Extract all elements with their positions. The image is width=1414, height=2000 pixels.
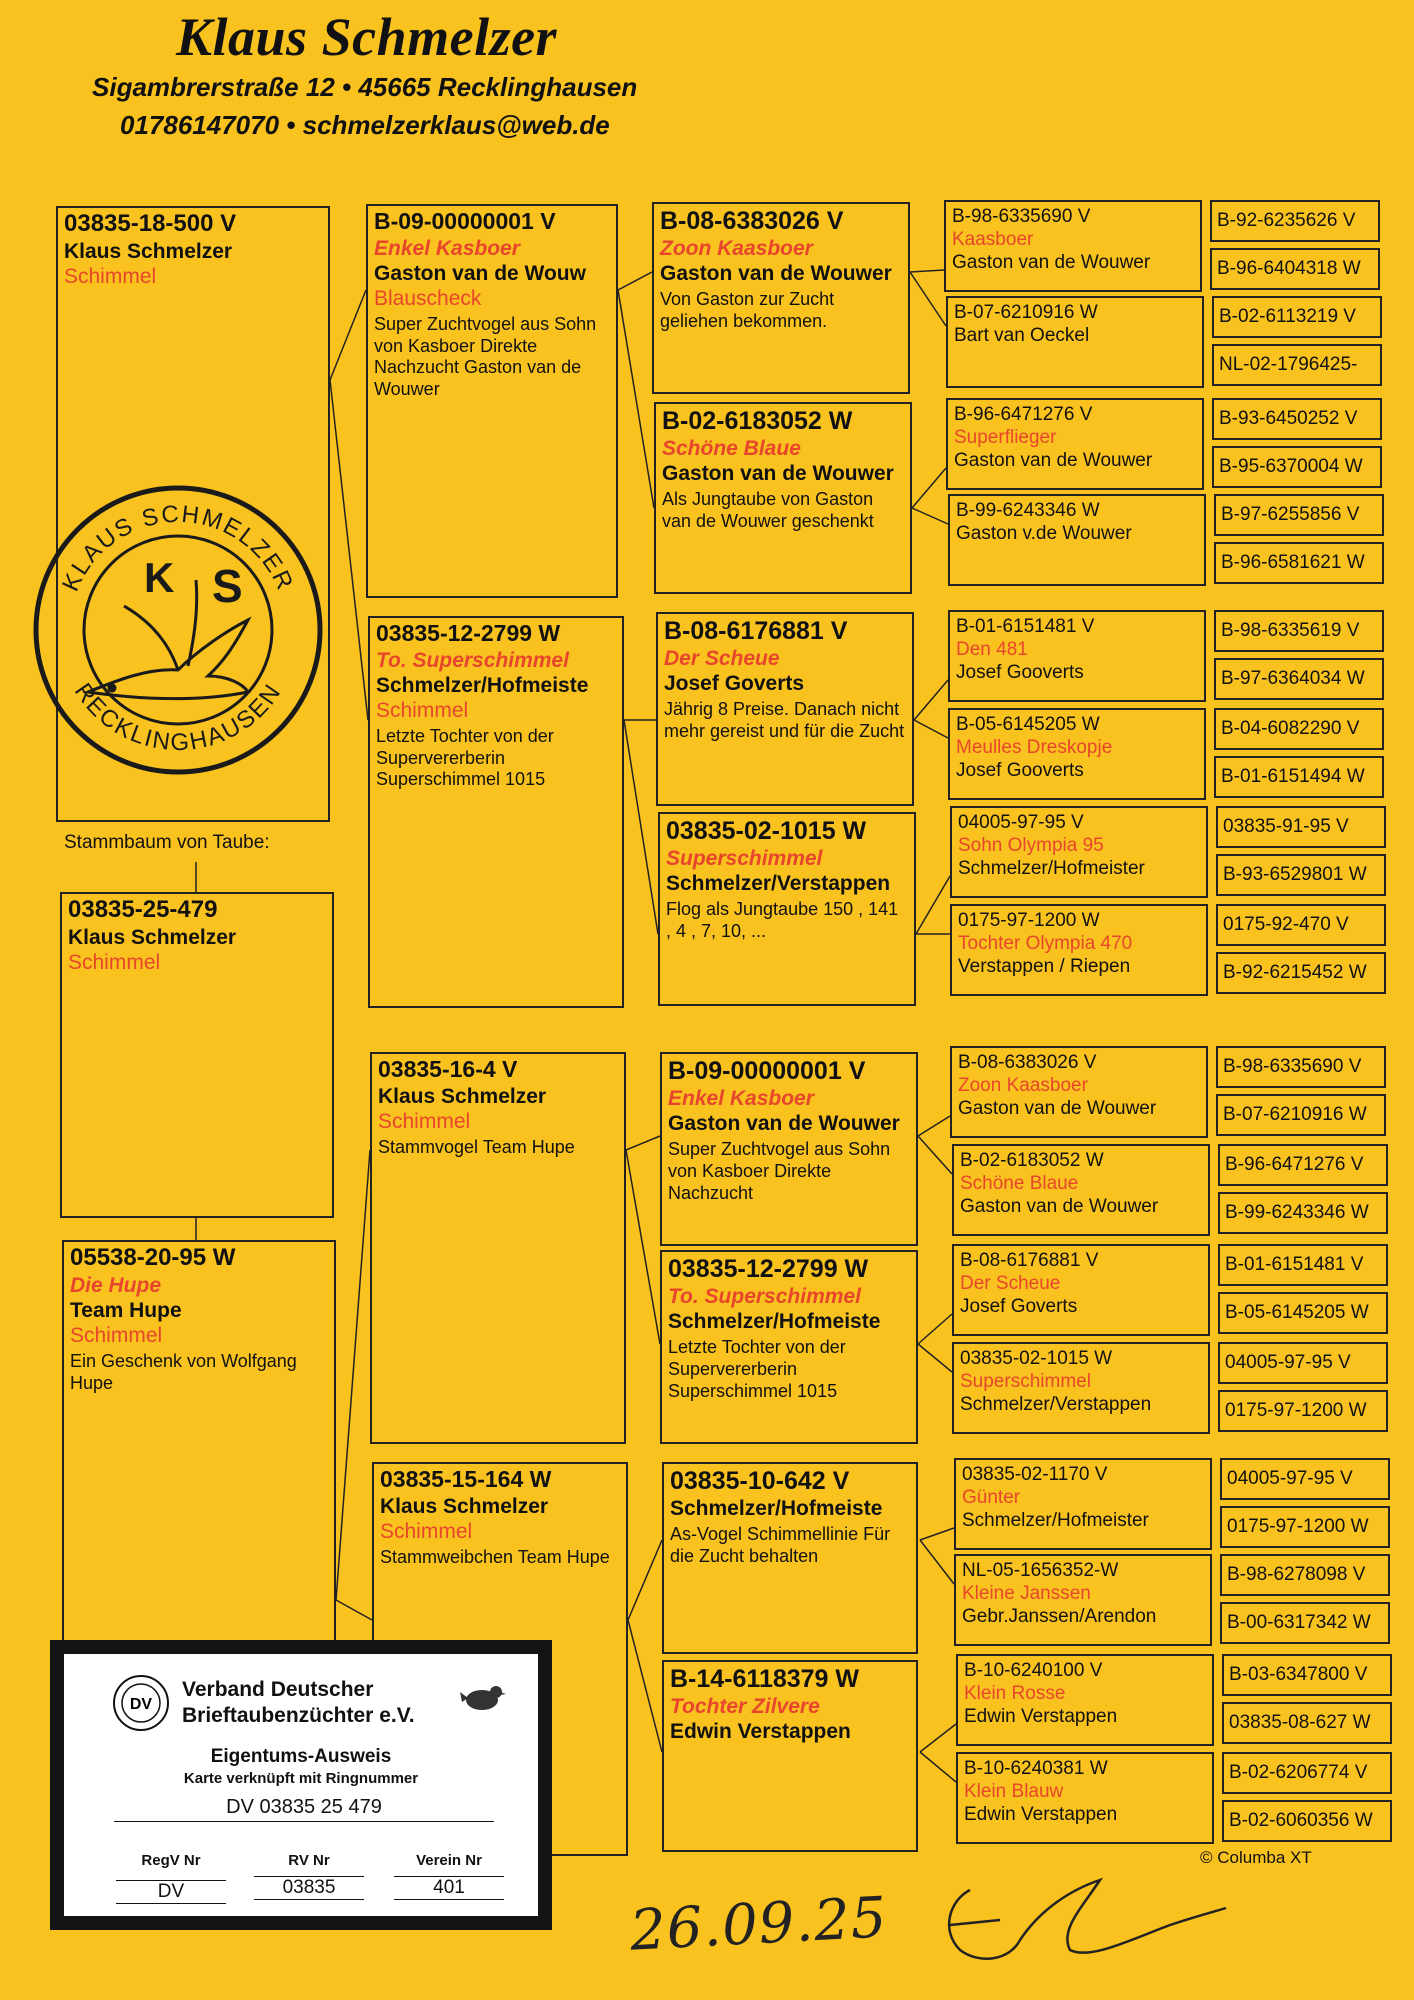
pigeon-card-gen5	[1218, 1244, 1388, 1286]
pigeon-card-gen5	[1212, 296, 1382, 338]
ring-number: B-08-6383026 V	[660, 207, 844, 235]
connector-line	[916, 876, 950, 934]
stamp-bottom-text: RECKLINGHAUSEN	[68, 678, 288, 757]
breeder: Gebr.Janssen/Arendon	[962, 1605, 1157, 1627]
note: Letzte Tochter von der Supervererberin Superschimmel 1015	[668, 1337, 846, 1401]
ring-number: B-00-6317342 W	[1227, 1611, 1371, 1633]
ring-number: 03835-18-500 V	[64, 210, 237, 237]
ring-number: B-98-6335690 V	[952, 206, 1091, 227]
pigeon-card-gen5	[1218, 1192, 1388, 1234]
pigeon-card-gen4	[948, 708, 1206, 800]
ring-number: B-01-6151481 V	[956, 616, 1095, 637]
connector-line	[618, 290, 654, 508]
ring-number: B-97-6364034 W	[1221, 667, 1365, 689]
color: Schimmel	[378, 1109, 471, 1133]
handwritten-date: 26.09.25	[628, 1885, 889, 1964]
pigeon-card-gen5	[1222, 1654, 1392, 1696]
ring-number: NL-05-1656352-W	[962, 1560, 1119, 1581]
breeder: Gaston van de Wouwer	[954, 449, 1153, 471]
breeder: Josef Goverts	[960, 1295, 1078, 1317]
connector-line	[920, 1724, 956, 1752]
breeder: Verstappen / Riepen	[958, 955, 1131, 977]
note: Als Jungtaube von Gaston van de Wouwer geschenkt	[662, 489, 874, 531]
pigeon-name: Superflieger	[954, 426, 1057, 448]
breeder: Schmelzer/Hofmeiste	[376, 673, 589, 697]
regv-label: RegV Nr	[141, 1852, 201, 1869]
pigeon-card-gen5	[1216, 1094, 1386, 1136]
breeder: Gaston van de Wouwer	[660, 262, 892, 286]
ring-number: B-98-6278098 V	[1227, 1563, 1366, 1585]
pigeon-card-gen4	[952, 1342, 1210, 1434]
note: Super Zuchtvogel aus Sohn von Kasboer Direkte Nachzucht Gaston van de Wouwer	[374, 314, 597, 399]
pigeon-card-gen4	[944, 200, 1202, 292]
pigeon-card-gen5	[1214, 756, 1384, 798]
breeder: Bart van Oeckel	[954, 324, 1090, 346]
pigeon-card-gen5	[1218, 1390, 1388, 1432]
note: Von Gaston zur Zucht geliehen bekommen.	[660, 289, 835, 331]
ring-number: 03835-16-4 V	[378, 1056, 518, 1082]
ring-number: 03835-08-627 W	[1229, 1711, 1371, 1733]
rv-value: 03835	[254, 1876, 364, 1900]
ring-number: 03835-12-2799 W	[668, 1255, 869, 1283]
pigeon-card-gen5	[1216, 806, 1386, 848]
connector-line	[918, 1116, 950, 1136]
ring-number: B-01-6151481 V	[1225, 1253, 1364, 1275]
color: Blauscheck	[374, 286, 482, 310]
ring-number: B-99-6243346 W	[956, 500, 1100, 521]
breeder: Schmelzer/Hofmeiste	[670, 1497, 883, 1520]
pigeon-card-gen5	[1216, 952, 1386, 994]
ring-number: B-10-6240381 W	[964, 1758, 1108, 1779]
ring-number: B-02-6060356 W	[1229, 1809, 1373, 1831]
breeder: Gaston v.de Wouwer	[956, 522, 1132, 544]
ring-number: 05538-20-95 W	[70, 1244, 236, 1271]
breeder: Klaus Schmelzer	[64, 239, 233, 263]
connector-line	[920, 1528, 954, 1540]
pigeon-name: Schöne Blaue	[662, 437, 801, 460]
ring-number: B-02-6206774 V	[1229, 1761, 1368, 1783]
verein-label: Verein Nr	[416, 1852, 482, 1869]
note: Stammvogel Team Hupe	[378, 1136, 575, 1157]
ring-number: B-09-00000001 V	[668, 1057, 866, 1085]
card-subtitle: Karte verknüpft mit Ringnummer	[183, 1770, 419, 1787]
pigeon-card-gen5	[1220, 1554, 1390, 1596]
ring-number: B-03-6347800 V	[1229, 1663, 1368, 1685]
pigeon-card-gen4	[952, 1244, 1210, 1336]
pigeon-card-gen3	[662, 1462, 918, 1654]
owner-name: Klaus Schmelzer	[176, 7, 558, 67]
ring-number: B-05-6145205 W	[1225, 1301, 1369, 1323]
pigeon-card-gen4	[952, 1144, 1210, 1236]
connector-line	[918, 1136, 952, 1174]
ring-number: B-02-6113219 V	[1219, 305, 1356, 327]
org-name-line2: Brieftaubenzüchter e.V.	[182, 1704, 415, 1727]
ring-number: B-02-6183052 W	[960, 1150, 1104, 1171]
pigeon-card-gen5	[1218, 1342, 1388, 1384]
ring-number: 04005-97-95 V	[958, 812, 1084, 833]
ring-number: B-08-6176881 V	[960, 1250, 1099, 1271]
pigeon-card-gen4	[950, 806, 1208, 898]
pigeon-card-gen3	[658, 812, 916, 1006]
pigeon-name: Schöne Blaue	[960, 1172, 1079, 1194]
breeder: Klaus Schmelzer	[378, 1084, 547, 1108]
pigeon-card-gen3	[656, 612, 914, 806]
note: Ein Geschenk von Wolfgang Hupe	[70, 1351, 297, 1393]
pigeon-card-gen2	[370, 1052, 626, 1444]
pigeon-name: Den 481	[956, 638, 1028, 660]
color: Schimmel	[70, 1324, 163, 1348]
color: Schimmel	[376, 698, 469, 722]
stamp-letter-s: S	[212, 560, 243, 612]
pigeon-card-gen5	[1222, 1752, 1392, 1794]
ring-number: 0175-97-1200 W	[1225, 1399, 1367, 1421]
pigeon-card-gen5	[1212, 344, 1382, 386]
owner-address: Sigambrerstraße 12 • 45665 Recklinghausen	[92, 72, 638, 102]
org-name-line1: Verband Deutscher	[182, 1678, 374, 1701]
connector-line	[624, 720, 658, 934]
card-title: Eigentums-Ausweis	[210, 1746, 392, 1767]
breeder: Josef Goverts	[664, 672, 805, 696]
pigeon-name: Superschimmel	[666, 847, 823, 870]
breeder: Josef Gooverts	[956, 759, 1084, 781]
ring-number: B-02-6183052 W	[662, 407, 853, 435]
ring-number: B-93-6529801 W	[1223, 863, 1367, 885]
connector-line	[920, 1752, 956, 1782]
connector-line	[626, 1136, 660, 1150]
breeder: Klaus Schmelzer	[380, 1494, 549, 1518]
pigeon-card-gen5	[1222, 1800, 1392, 1842]
breeder: Gaston van de Wouwer	[960, 1195, 1159, 1217]
connector-line	[912, 468, 946, 508]
pigeon-card-gen3	[652, 202, 910, 394]
color: Schimmel	[68, 950, 161, 974]
ring-number: 04005-97-95 V	[1227, 1467, 1353, 1489]
pigeon-card-gen4	[948, 494, 1206, 586]
association-logo	[112, 1674, 170, 1732]
note: Jährig 8 Preise. Danach nicht mehr gereist und für die Zucht	[664, 699, 905, 741]
connector-line	[914, 680, 948, 720]
pigeon-card-gen5	[1216, 904, 1386, 946]
pigeon-name: Zoon Kaasboer	[660, 237, 813, 260]
ring-number: B-10-6240100 V	[964, 1660, 1103, 1681]
ownership-card	[50, 1640, 552, 1930]
pigeon-card-gen5	[1220, 1602, 1390, 1644]
note: Letzte Tochter von der Supervererberin Superschimmel 1015	[376, 726, 554, 790]
pigeon-name: Zoon Kaasboer	[958, 1074, 1088, 1096]
pigeon-card-gen5	[1214, 494, 1384, 536]
ring-number: B-98-6335690 V	[1223, 1055, 1362, 1077]
pigeon-card-subject	[60, 892, 334, 1218]
ring-number: B-98-6335619 V	[1221, 619, 1360, 641]
ring-number: B-95-6370004 W	[1219, 455, 1363, 477]
pigeon-card-gen4	[948, 610, 1206, 702]
pigeon-card-gen5	[1214, 708, 1384, 750]
connector-line	[330, 290, 366, 380]
pigeon-card-gen4	[956, 1752, 1214, 1844]
connector-line	[920, 1540, 954, 1584]
owner-contact: 01786147070 • schmelzerklaus@web.de	[120, 110, 610, 140]
ring-number: 03835-15-164 W	[380, 1466, 552, 1492]
pigeon-card-gen4	[946, 398, 1204, 490]
pigeon-card-gen3	[660, 1250, 918, 1444]
pigeon-card-gen4	[946, 296, 1204, 388]
pigeon-name: Der Scheue	[960, 1272, 1061, 1294]
pigeon-card-gen5	[1220, 1458, 1390, 1500]
ring-number: B-09-00000001 V	[374, 208, 556, 234]
pigeon-name: Enkel Kasboer	[668, 1087, 814, 1110]
pigeon-name: Klein Blauw	[964, 1780, 1064, 1802]
breeder: Gaston van de Wouwer	[958, 1097, 1157, 1119]
connector-line	[618, 272, 652, 290]
pigeon-card-gen4	[954, 1554, 1212, 1646]
pigeon-name: To. Superschimmel	[376, 648, 569, 672]
connector-line	[910, 270, 944, 272]
ring-number: B-96-6581621 W	[1221, 551, 1365, 573]
ring-number: B-92-6215452 W	[1223, 961, 1367, 983]
note: Flog als Jungtaube 150 , 141 , 4 , 7, 10, ...	[666, 899, 899, 941]
ring-number: B-07-6210916 W	[954, 302, 1098, 323]
ring-number: B-01-6151494 W	[1221, 765, 1365, 787]
copyright: © Columba XT	[1200, 1848, 1312, 1867]
ring-number: B-92-6235626 V	[1217, 209, 1356, 231]
card-ring-number: DV 03835 25 479	[114, 1796, 494, 1822]
pigeon-name: Tochter Olympia 470	[958, 932, 1133, 954]
ring-number: B-04-6082290 V	[1221, 717, 1360, 739]
breeder: Team Hupe	[70, 1298, 182, 1322]
ring-number: 0175-97-1200 W	[958, 910, 1100, 931]
connector-line	[910, 272, 946, 326]
pigeon-icon	[460, 1680, 506, 1714]
ring-number: B-99-6243346 W	[1225, 1201, 1369, 1223]
logo-text: DV	[129, 1696, 153, 1713]
stammbaum-label: Stammbaum von Taube:	[64, 832, 270, 853]
breeder: Schmelzer/Hofmeiste	[668, 1310, 881, 1334]
ring-number: NL-02-1796425-	[1219, 353, 1358, 375]
pigeon-name: Kleine Janssen	[962, 1582, 1091, 1604]
breeder: Gaston van de Wouwer	[952, 251, 1151, 273]
breeder: Edwin Verstappen	[670, 1720, 851, 1744]
connector-line	[330, 380, 368, 720]
breeder: Edwin Verstappen	[964, 1803, 1118, 1825]
pigeon-card-gen4	[950, 1046, 1208, 1138]
breeder: Gaston van de Wouwer	[662, 462, 894, 486]
pigeon-card-gen3	[662, 1660, 918, 1852]
breeder-stamp	[28, 480, 328, 780]
pigeon-card-gen4	[954, 1458, 1212, 1550]
stamp-top-text: KLAUS SCHMELZER	[57, 500, 299, 596]
connector-line	[918, 1344, 952, 1372]
pigeon-name: Günter	[962, 1486, 1021, 1508]
breeder: Gaston van de Wouwer	[668, 1112, 900, 1136]
ring-number: B-05-6145205 W	[956, 714, 1100, 735]
pigeon-name: Die Hupe	[70, 1273, 162, 1297]
rv-label: RV Nr	[288, 1852, 330, 1869]
pigeon-name: To. Superschimmel	[668, 1285, 861, 1308]
pigeon-card-gen4	[956, 1654, 1214, 1746]
pigeon-card-gen2	[368, 616, 624, 1008]
pigeon-card-gen5	[1212, 446, 1382, 488]
connector-line	[626, 1150, 660, 1344]
ring-number: 03835-91-95 V	[1223, 815, 1349, 837]
ring-number: B-97-6255856 V	[1221, 503, 1360, 525]
pigeon-card-mother	[62, 1240, 336, 1660]
pigeon-card-gen5	[1216, 1046, 1386, 1088]
pigeon-card-gen3	[660, 1052, 918, 1246]
connector-line	[914, 720, 948, 738]
ring-number: B-96-6471276 V	[954, 404, 1093, 425]
connector-line	[628, 1620, 662, 1752]
ring-number: 03835-02-1170 V	[962, 1464, 1108, 1485]
ring-number: B-08-6383026 V	[958, 1052, 1097, 1073]
note: Stammweibchen Team Hupe	[380, 1546, 610, 1567]
breeder: Gaston van de Wouw	[374, 261, 586, 285]
ring-number: B-14-6118379 W	[670, 1665, 860, 1693]
pigeon-card-gen5	[1214, 658, 1384, 700]
ring-number: 04005-97-95 V	[1225, 1351, 1351, 1373]
pigeon-card-gen2	[366, 204, 618, 598]
note: As-Vogel Schimmellinie Für die Zucht behalten	[670, 1524, 891, 1566]
pigeon-card-gen4	[950, 904, 1208, 996]
verein-value: 401	[394, 1876, 504, 1900]
ring-number: B-07-6210916 W	[1223, 1103, 1367, 1125]
ring-number: B-96-6471276 V	[1225, 1153, 1364, 1175]
color: Schimmel	[380, 1519, 473, 1543]
pigeon-name: Sohn Olympia 95	[958, 834, 1104, 856]
ring-number: 03835-02-1015 W	[960, 1348, 1113, 1369]
ring-number: 0175-97-1200 W	[1227, 1515, 1369, 1537]
stamp-letter-k: K	[144, 554, 175, 601]
connector-line	[336, 1150, 370, 1600]
connector-line	[918, 1314, 952, 1344]
pigeon-name: Meulles Dreskopje	[956, 736, 1113, 758]
color: Schimmel	[64, 264, 157, 288]
ring-number: B-96-6404318 W	[1217, 257, 1361, 279]
pigeon-name: Tochter Zilvere	[670, 1695, 820, 1718]
pigeon-name: Superschimmel	[960, 1370, 1091, 1392]
pigeon-name: Kaasboer	[952, 228, 1034, 250]
pigeon-card-gen5	[1210, 248, 1380, 290]
ring-number: 03835-12-2799 W	[376, 620, 561, 646]
pigeon-card-gen5	[1222, 1702, 1392, 1744]
breeder: Klaus Schmelzer	[68, 925, 237, 949]
ring-number: 03835-25-479	[68, 896, 218, 923]
regv-value: DV	[116, 1880, 226, 1904]
pigeon-card-gen5	[1218, 1292, 1388, 1334]
breeder: Schmelzer/Hofmeister	[962, 1509, 1149, 1531]
pigeon-card-gen5	[1216, 854, 1386, 896]
ring-number: 03835-10-642 V	[670, 1467, 850, 1495]
pigeon-card-gen5	[1214, 610, 1384, 652]
connector-line	[912, 508, 948, 524]
pigeon-name: Enkel Kasboer	[374, 236, 520, 260]
ring-number: B-08-6176881 V	[664, 617, 848, 645]
breeder: Schmelzer/Hofmeister	[958, 857, 1145, 879]
breeder: Josef Gooverts	[956, 661, 1084, 683]
signature	[930, 1870, 1230, 1980]
note: Super Zuchtvogel aus Sohn von Kasboer Direkte Nachzucht	[668, 1139, 891, 1203]
pigeon-card-gen5	[1210, 200, 1380, 242]
connector-line	[628, 1540, 662, 1620]
pigeon-card-gen5	[1220, 1506, 1390, 1548]
connector-line	[336, 1600, 372, 1620]
pigeon-name: Der Scheue	[664, 647, 780, 670]
pigeon-card-gen3	[654, 402, 912, 594]
ring-number: 0175-92-470 V	[1223, 913, 1349, 935]
breeder: Schmelzer/Verstappen	[960, 1393, 1152, 1415]
breeder: Edwin Verstappen	[964, 1705, 1118, 1727]
pigeon-card-gen5	[1212, 398, 1382, 440]
pigeon-card-gen5	[1214, 542, 1384, 584]
pigeon-card-gen5	[1218, 1144, 1388, 1186]
pigeon-name: Klein Rosse	[964, 1682, 1066, 1704]
ring-number: 03835-02-1015 W	[666, 817, 867, 845]
breeder: Schmelzer/Verstappen	[666, 872, 891, 896]
ring-number: B-93-6450252 V	[1219, 407, 1358, 429]
